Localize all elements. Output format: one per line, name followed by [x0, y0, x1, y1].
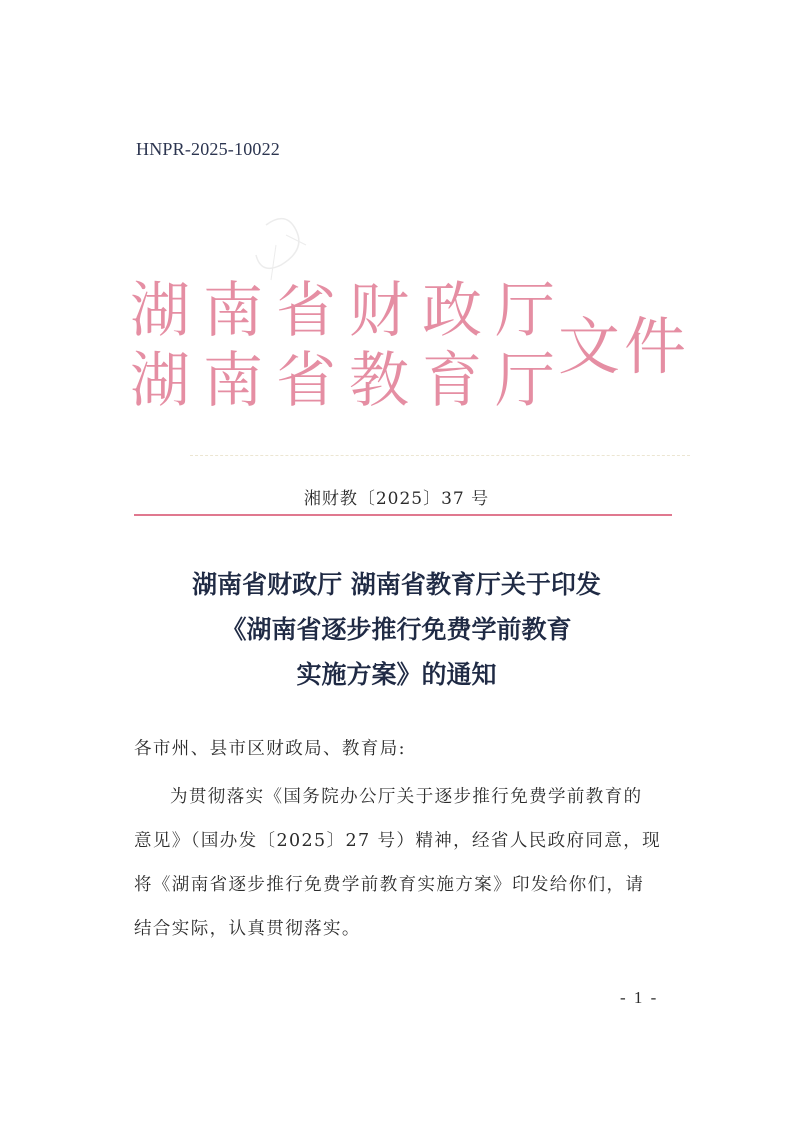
- document-type-label: 文件: [558, 310, 691, 383]
- body-line: 将《湖南省逐步推行免费学前教育实施方案》印发给你们，请: [134, 875, 645, 895]
- body-paragraph: [134, 775, 674, 951]
- body-line: 结合实际，认真贯彻落实。: [134, 919, 361, 939]
- title-line: 湖南省财政厅 湖南省教育厅关于印发: [192, 570, 601, 599]
- title-line: 《湖南省逐步推行免费学前教育: [221, 615, 572, 644]
- red-header-rule: [134, 514, 672, 516]
- document-title: [0, 562, 793, 697]
- body-line: 为贯彻落实《国务院办公厅关于逐步推行免费学前教育的: [170, 787, 643, 807]
- faint-divider: [190, 455, 690, 457]
- page-number: - 1 -: [620, 988, 659, 1007]
- salutation: 各市州、县市区财政局、教育局:: [134, 739, 406, 759]
- title-line: 实施方案》的通知: [296, 660, 497, 689]
- document-number: 湘财教〔2025〕37 号: [303, 489, 490, 509]
- issuer-education-department: 湖南省教育厅: [130, 346, 568, 416]
- body-line: 意见》（国办发〔2025〕27 号）精神，经省人民政府同意，现: [134, 831, 662, 851]
- issuer-finance-department: 湖南省财政厅: [130, 276, 568, 346]
- document-code: HNPR-2025-10022: [136, 139, 281, 159]
- document-header: [130, 278, 690, 428]
